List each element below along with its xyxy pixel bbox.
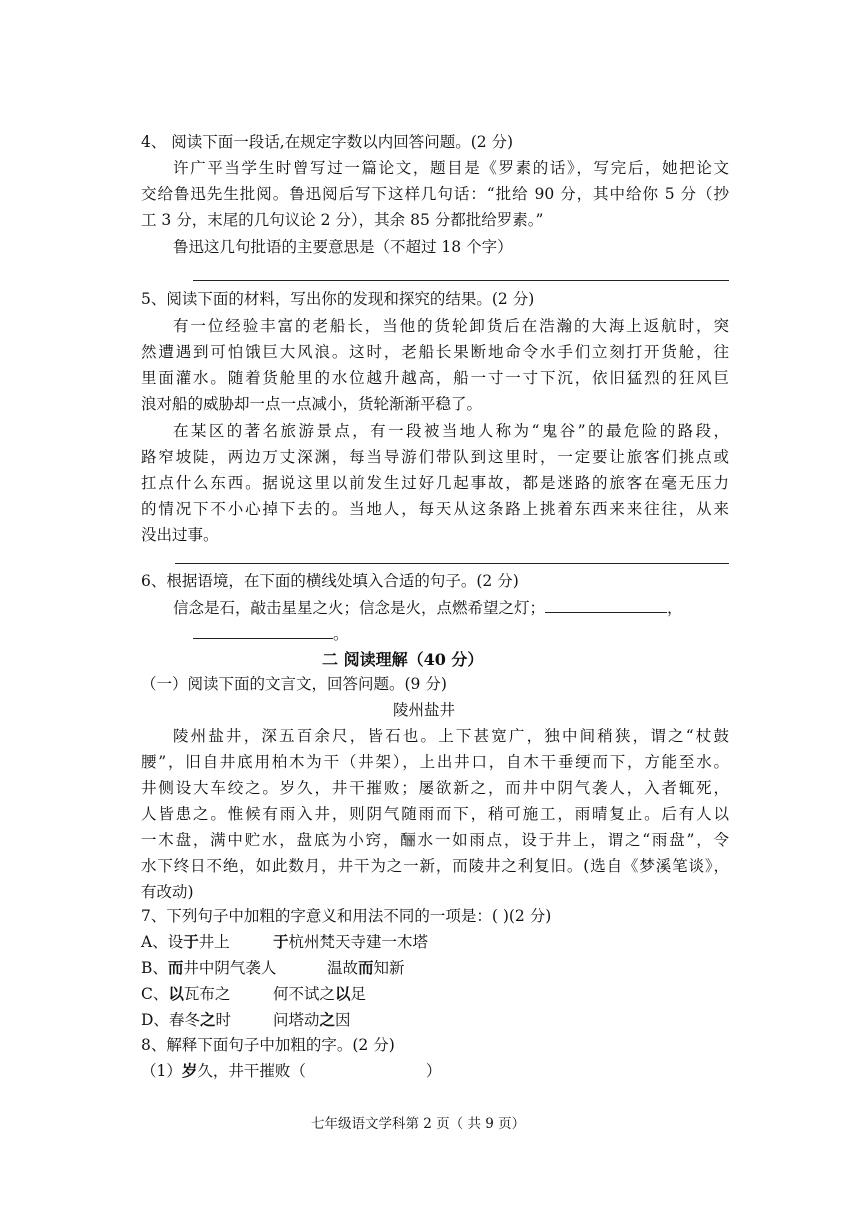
option-text: 设 [167, 933, 184, 951]
option-bold-char: 而 [167, 958, 184, 977]
q5-para-line: 没出过事。 [141, 526, 219, 544]
q5-header: 5、阅读下面的材料，写出你的发现和探究的结果。(2 分) [141, 290, 535, 308]
q4-prompt: 鲁迅这几句批语的主要意思是（不超过 18 个字） [173, 238, 513, 256]
q7-option-c[interactable] [141, 983, 230, 1005]
q5-para-line: 在某区的著名旅游景点，有一段被当地人称为“鬼谷”的最危险的路段， [173, 422, 729, 440]
option-bold-char: 之 [199, 1010, 216, 1029]
q6-header: 6、根据语境，在下面的横线处填入合适的句子。(2 分) [141, 572, 519, 590]
passage-line: 人皆患之。惟候有雨入井，则阴气随雨而下，稍可施工，雨晴复止。后有人以 [141, 805, 729, 823]
option-bold-char: 于 [183, 932, 199, 951]
option-bold-char: 于 [273, 932, 289, 951]
passage-line: 水下终日不绝，如此数月，井干为之一新，而陵井之利复旧。(选自《梦溪笔谈》， [141, 857, 729, 875]
q7-option-a-second [273, 931, 428, 953]
passage-line: 有改动) [141, 883, 194, 901]
q7-option-b[interactable] [141, 957, 276, 979]
bold-char: 岁 [181, 1061, 198, 1080]
q4-para-line: 工 3 分，末尾的几句议论 2 分），其余 85 分都批给罗素。” [141, 211, 544, 229]
option-label: C、 [141, 985, 169, 1003]
option-label: B、 [141, 959, 168, 977]
q4-para-line: 许广平当学生时曾写过一篇论文，题目是《罗素的话》，写完后，她把论文 [173, 159, 729, 177]
passage-line: 陵州盐井，深五百余尺，皆石也。上下甚宽广，独中间稍狭，谓之“杖鼓 [173, 727, 729, 745]
option-bold-char: 以 [335, 984, 351, 1003]
option-text: 杭州梵天寺建一木塔 [288, 933, 429, 951]
part1-header: （一）阅读下面的文言文，回答问题。(9 分) [141, 675, 447, 693]
q8-header: 8、解释下面句子中加粗的字。(2 分) [141, 1036, 395, 1054]
option-bold-char: 以 [168, 984, 184, 1003]
item-close: ） [425, 1062, 442, 1080]
page-footer: 七年级语文学科第 2 页（ 共 9 页） [311, 1116, 526, 1132]
q4-para-line: 交给鲁迅先生批阅。鲁迅阅后写下这样几句话：“批给 90 分，其中给你 5 分（抄 [141, 185, 729, 203]
answer-line[interactable] [193, 280, 729, 281]
option-label: D、 [141, 1011, 169, 1029]
passage-line: 腰”，旧自井底用柏木为干（井架），上出井口，自木干垂绠而下，方能至水。 [141, 753, 729, 771]
q5-para-line: 路窄坡陡，两边万丈深渊，每当导游们带队到这里时，一定要让旅客们挑点或 [141, 448, 729, 466]
q6-line1 [173, 596, 683, 619]
q5-para-line: 的情况下不小心掉下去的。当地人，每天从这条路上挑着东西来来往往，从来 [141, 500, 729, 518]
option-text: 何不试之 [273, 985, 336, 1003]
q6-line2 [193, 622, 349, 645]
option-text: 瓦布之 [183, 985, 231, 1003]
section-title: 二 阅读理解（40 分） [322, 650, 484, 669]
q5-para-line: 浪对船的威胁却一点一点减小，货轮渐渐平稳了。 [141, 395, 483, 413]
option-bold-char: 之 [319, 1010, 336, 1029]
q7-option-c-second [273, 983, 366, 1005]
option-text: 井中阴气袭人 [183, 959, 277, 977]
q5-para-line: 里面灌水。随着货舱里的水位越升越高，船一寸一寸下沉，依旧猛烈的狂风巨 [141, 369, 729, 387]
q7-option-a[interactable] [141, 931, 230, 953]
q7-option-b-second [327, 957, 405, 979]
passage-line: 井侧设大车绞之。岁久，井干摧败；屡欲新之，而井中阴气袭人，入者辄死， [141, 779, 729, 797]
option-text: 问塔动 [273, 1011, 320, 1029]
option-text: 春冬 [168, 1011, 200, 1029]
answer-line[interactable] [175, 563, 729, 564]
passage-line: 一木盘，满中贮水，盘底为小窍，酾水一如雨点，设于井上，谓之“雨盘”，令 [141, 831, 729, 849]
fill-blank[interactable] [545, 596, 667, 613]
q6-comma: ， [667, 599, 683, 617]
q5-para-line: 有一位经验丰富的老船长，当他的货轮卸货后在浩瀚的大海上返航时，突 [173, 317, 729, 335]
q6-period: 。 [333, 625, 349, 643]
option-text: 井上 [198, 933, 230, 951]
option-text: 足 [350, 985, 367, 1003]
option-text: 因 [335, 1011, 351, 1029]
item-number: （1） [141, 1062, 182, 1080]
option-bold-char: 而 [358, 958, 374, 977]
q5-para-line: 然遭遇到可怕饿巨大风浪。这时，老船长果断地命令水手们立刻打开货舱，往 [141, 343, 729, 361]
q7-header: 7、下列句子中加粗的字意义和用法不同的一项是：( )(2 分) [141, 907, 552, 925]
q7-option-d[interactable] [141, 1009, 231, 1031]
fill-blank[interactable] [193, 622, 333, 639]
option-text: 时 [215, 1011, 231, 1029]
passage-title: 陵州盐井 [393, 701, 456, 719]
q5-para-line: 扛点什么东西。据说这里以前发生过好几起事故，都是迷路的旅客在毫无压力 [141, 474, 729, 492]
option-label: A、 [141, 933, 168, 951]
option-text: 温故 [327, 959, 359, 977]
q4-header: 4、 阅读下面一段话,在规定字数以内回答问题。(2 分) [141, 133, 514, 151]
option-text: 知新 [373, 959, 405, 977]
q7-option-d-second [273, 1009, 351, 1031]
q6-line1-text: 信念是石，敲击星星之火；信念是火，点燃希望之灯； [173, 599, 546, 617]
item-text: 久，井干摧败（ [197, 1062, 306, 1080]
q8-item1 [141, 1060, 441, 1082]
